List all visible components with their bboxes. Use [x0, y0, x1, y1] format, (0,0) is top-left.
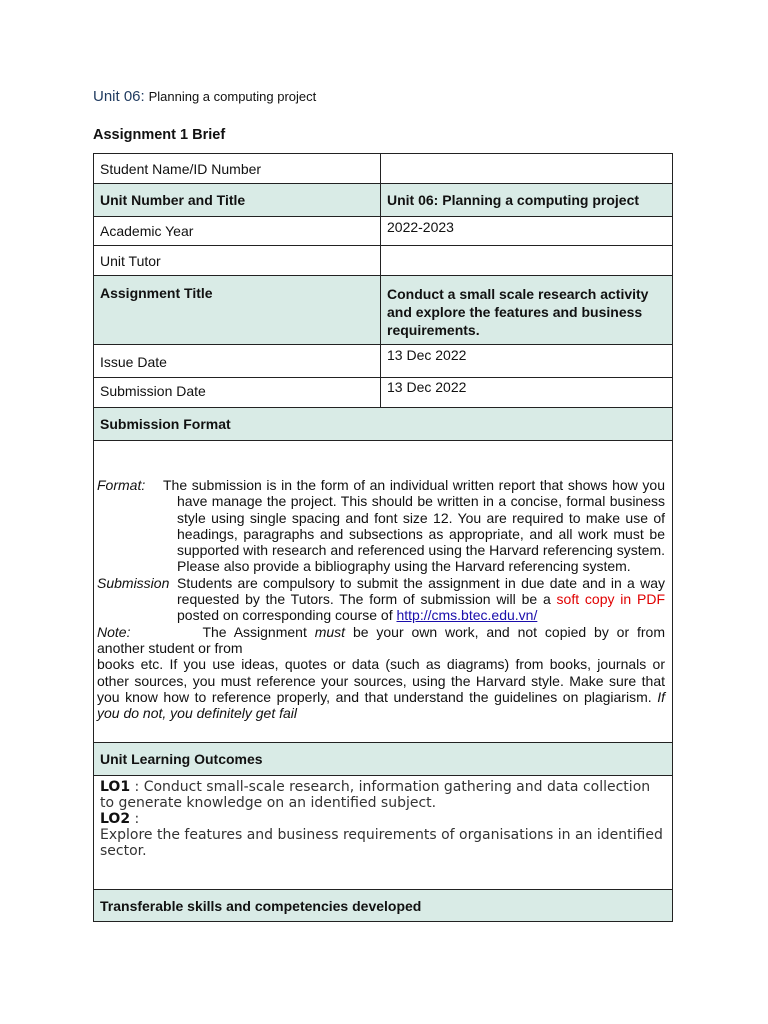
year-label: Academic Year — [94, 217, 381, 246]
row-submission-format-heading — [94, 408, 673, 441]
assignment-brief-table — [93, 153, 673, 922]
submission-format-body — [94, 441, 673, 743]
note-text-1: The Assignment — [202, 623, 307, 640]
tutor-label: Unit Tutor — [94, 246, 381, 276]
note-warning: If you do not, you definitely get fail — [97, 688, 665, 722]
note-text-2: be your own work, and not copied by or from another student or from — [97, 623, 666, 656]
year-value: 2022-2023 — [381, 217, 673, 246]
lo2-item — [100, 811, 666, 827]
assignment-value: Conduct a small scale research activity and explore the features and business requirements. — [381, 276, 673, 345]
soft-copy-highlight: soft copy in PDF — [556, 591, 665, 608]
row-submission-format-body — [94, 441, 673, 743]
note-must: must — [314, 623, 346, 640]
unit-value: Unit 06: Planning a computing project — [381, 184, 673, 217]
issue-value: 13 Dec 2022 — [381, 345, 673, 378]
assignment-label: Assignment Title — [94, 276, 381, 345]
row-assignment — [94, 276, 673, 345]
row-year — [94, 217, 673, 246]
note-text-3: books etc. If you use ideas, quotes or data (such as diagrams) from books, journals or other sources, you must reference your sources, using the Harvard style. Make sure that you know how to reference properly, and that understand the guidelines on plagiarism. — [97, 656, 665, 705]
unit-label: Unit Number and Title — [94, 184, 381, 217]
student-value — [381, 154, 673, 184]
skills-heading: Transferable skills and competencies developed — [94, 890, 673, 922]
lo2-text: : — [130, 811, 140, 828]
learning-outcomes-body — [94, 776, 673, 890]
unit-heading — [93, 88, 316, 105]
learning-outcomes-heading: Unit Learning Outcomes — [94, 743, 673, 776]
row-learning-outcomes-body — [94, 776, 673, 890]
issue-label: Issue Date — [94, 345, 381, 378]
format-label: Format: — [97, 477, 146, 493]
submission-text-1: Students are compulsory to submit the assignment in due date and in a way requested by the Tutors. The form of submission will be a — [177, 574, 665, 608]
lo2-label: LO2 — [100, 811, 131, 828]
lo1-text: : Conduct small-scale research, information gathering and data collection to generate knowledge on an identified subject. — [100, 779, 651, 812]
submission-format-heading: Submission Format — [94, 408, 673, 441]
note-paragraph-2 — [97, 656, 665, 721]
student-label: Student Name/ID Number — [94, 154, 381, 184]
note-label: Note: — [97, 623, 131, 640]
unit-code: Unit 06: — [93, 88, 145, 105]
lo1-label: LO1 — [100, 779, 131, 796]
cms-link[interactable]: http://cms.btec.edu.vn/ — [396, 607, 538, 624]
row-issue — [94, 345, 673, 378]
submission-date-label: Submission Date — [94, 378, 381, 408]
submission-date-value: 13 Dec 2022 — [381, 378, 673, 408]
format-paragraph — [97, 477, 665, 575]
row-submission-date — [94, 378, 673, 408]
row-student — [94, 154, 673, 184]
note-paragraph — [97, 624, 665, 657]
submission-paragraph — [97, 575, 665, 624]
row-learning-outcomes-heading — [94, 743, 673, 776]
row-tutor — [94, 246, 673, 276]
lo1-item — [100, 779, 666, 811]
lo2-body: Explore the features and business requirements of organisations in an identified sector. — [100, 827, 663, 860]
submission-text-2: posted on corresponding course of — [177, 607, 393, 624]
unit-title: Planning a computing project — [148, 89, 317, 104]
row-unit — [94, 184, 673, 217]
assignment-brief-title: Assignment 1 Brief — [93, 127, 226, 143]
format-text: The submission is in the form of an individual written report that shows how you have manage the project. This should be written in a concise, formal business style using single spacing and font size 12. You are required to make use of headings, paragraphs and subsections as appropriate, and all work must be supported with research and referenced using the Harvard referencing system. Please also provide a bibliography using the Harvard referencing system. — [163, 477, 665, 575]
row-skills-heading — [94, 890, 673, 922]
tutor-value — [381, 246, 673, 276]
submission-label: Submission — [97, 574, 170, 591]
submission-text — [177, 575, 665, 624]
